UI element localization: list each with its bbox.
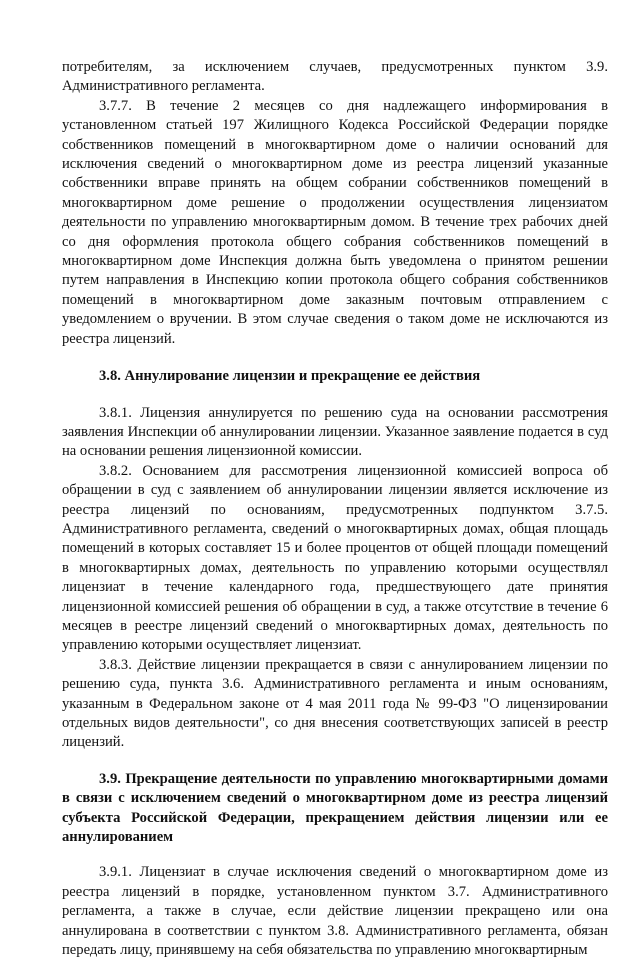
paragraph-3-8-2: 3.8.2. Основанием для рассмотрения лицензионной комиссией вопроса об обращении в суд с заявлением об аннулировании лицензии является исключение из реестра лицензий по основаниям, предусмотренных подпунктом 3.7.5. Административного регламента, сведений о многоквартирных домах, общая площадь помещений в которых составляет 15 и более процентов от общей площади помещений в многоквартирных домах, деятельность по управлению которыми осуществлял лицензиат в течение календарного года, предшествующего дате принятия лицензионной комиссией решения об обращении в суд, а также отсутствие в течение 6 месяцев в реестре лицензий сведений о многоквартирных домах, деятельность по управлению которыми осуществляет лицензиат.	[62, 462, 608, 654]
paragraph-3-9-1: 3.9.1. Лицензиат в случае исключения сведений о многоквартирном доме из реестра лицензий в порядке, установленном пунктом 3.7. Административного регламента, а также в случае, если действие лицензии прекращено или она аннулирована в соответствии с пунктом 3.8. Административного регламента, обязан передать лицу, принявшему на себя обязательства по управлению многоквартирным	[62, 864, 608, 959]
paragraph-continuation: потребителям, за исключением случаев, предусмотренных пунктом 3.9. Административного регламента.	[62, 59, 608, 95]
section-heading-3-9: 3.9. Прекращение деятельности по управлению многоквартирными домами в связи с исключением сведений о многоквартирном доме из реестра лицензий субъекта Российской Федерации, прекращением действия лицензии или ее аннулированием	[62, 770, 608, 846]
paragraph-3-7-7: 3.7.7. В течение 2 месяцев со дня надлежащего информирования в установленном статьей 197 Жилищного Кодекса Российской Федерации порядке собственников помещений в многоквартирном доме о наличии оснований для исключения сведений о многоквартирном доме из реестра лицензий указанные собственники вправе принять на общем собрании собственников помещений в многоквартирном доме решение о продолжении осуществления лицензиатом деятельности по управлению многоквартирным домом. В течение трех рабочих дней со дня оформления протокола общего собрания собственников помещений в многоквартирном доме Инспекция должна быть уведомлена о принятом решении путем направления в Инспекцию копии протокола общего собрания собственников помещений в многоквартирном доме заказным почтовым отправлением с уведомлением о вручении. В этом случае сведения о таком доме не исключаются из реестра лицензий.	[62, 97, 608, 347]
paragraph-3-8-1: 3.8.1. Лицензия аннулируется по решению суда на основании рассмотрения заявления Инспекции об аннулировании лицензии. Указанное заявление подается в суд на основании решения лицензионной комиссии.	[62, 404, 608, 460]
paragraph-3-8-3: 3.8.3. Действие лицензии прекращается в связи с аннулированием лицензии по решению суда, пункта 3.6. Административного регламента и иным основаниям, указанным в Федеральном законе от 4 мая 2011 года № 99-ФЗ "О лицензировании отдельных видов деятельности", со дня внесения соответствующих записей в реестр лицензий.	[62, 656, 608, 751]
document-page	[62, 58, 608, 960]
section-heading-3-8: 3.8. Аннулирование лицензии и прекращение ее действия	[99, 368, 481, 385]
